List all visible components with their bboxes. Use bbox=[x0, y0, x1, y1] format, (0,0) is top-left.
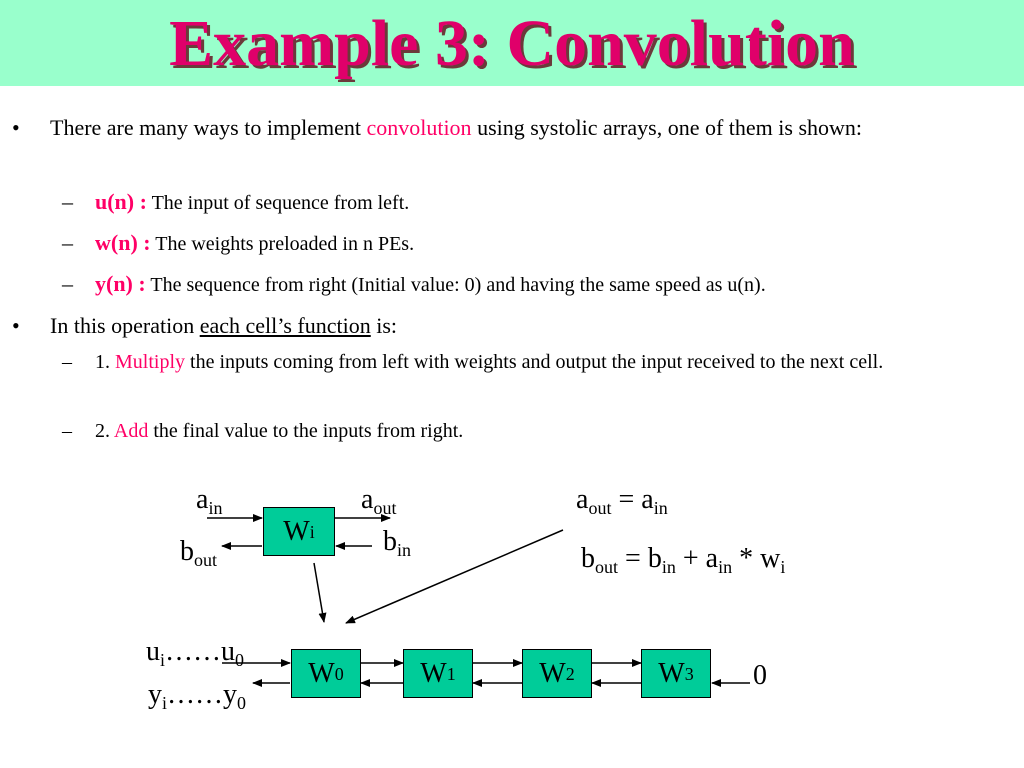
slide-title: Example 3: Convolution bbox=[169, 7, 855, 80]
label-a-in: $a_{in}$ bbox=[196, 484, 223, 518]
bullet-mark: • bbox=[12, 313, 20, 338]
dash-mark: – bbox=[62, 271, 73, 296]
sub-bullet-y: – y(n) : The sequence from right (Initial value: 0) and having the same speed as u(n). bbox=[95, 268, 1015, 301]
cell-wi: W i bbox=[263, 507, 335, 556]
label-b-in: $b_{in}$ bbox=[383, 526, 412, 560]
pe-w0: W 0 bbox=[291, 649, 361, 698]
bullet-2: • In this operation each cell’s function is: bbox=[50, 310, 1010, 341]
pointer-arrow-equation bbox=[346, 530, 563, 623]
equation-a-out: $a_{out} = a_{in}$ bbox=[576, 484, 668, 518]
bullet-1: • There are many ways to implement convolution using systolic arrays, one of them is shown: bbox=[50, 112, 1010, 143]
dash-mark: – bbox=[62, 230, 73, 255]
label-a-out: $a_{out}$ bbox=[361, 484, 397, 518]
sub-bullet-add: – 2. Add the final value to the inputs from right. bbox=[95, 416, 995, 446]
bullet-mark: • bbox=[12, 115, 20, 140]
dash-mark: – bbox=[62, 351, 72, 373]
underlined-phrase: each cell’s function bbox=[199, 313, 371, 338]
dash-mark: – bbox=[62, 420, 72, 442]
label-y-sequence: $y_i\dots\dots y_0$ bbox=[148, 679, 247, 713]
sub-bullet-u: – u(n) : The input of sequence from left. bbox=[95, 186, 995, 219]
pe-w2: W 2 bbox=[522, 649, 592, 698]
highlight-convolution: convolution bbox=[366, 115, 472, 140]
label-zero-input: 0 bbox=[753, 660, 767, 691]
sub-bullet-w: – w(n) : The weights preloaded in n PEs. bbox=[95, 227, 995, 260]
label-u-sequence: $u_i\dots\dots u_0$ bbox=[146, 636, 245, 670]
label-b-out: $b_{out}$ bbox=[180, 536, 218, 570]
pe-w3: W 3 bbox=[641, 649, 711, 698]
pe-w1: W 1 bbox=[403, 649, 473, 698]
pointer-arrow-cell bbox=[314, 563, 324, 622]
dash-mark: – bbox=[62, 189, 73, 214]
equation-b-out: $b_{out} = b_{in} + a_{in} * w_i$ bbox=[581, 543, 786, 577]
sub-bullet-multiply: – 1. Multiply the inputs coming from left with weights and output the input received to the next cell. bbox=[95, 347, 1010, 377]
